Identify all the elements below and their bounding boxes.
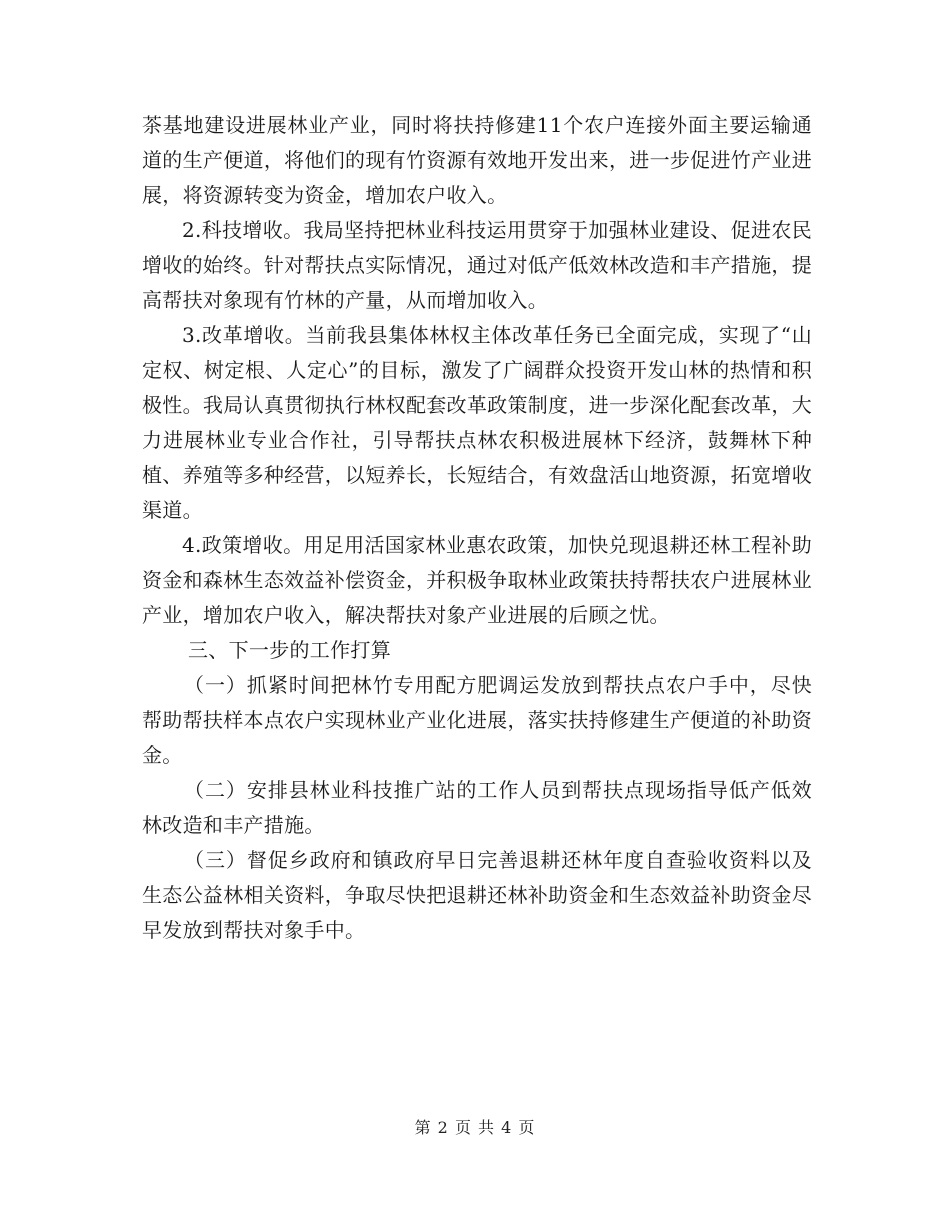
paragraph-next-step-3: （三）督促乡政府和镇政府早日完善退耕还林年度自查验收资料以及生态公益林相关资料，争取尽快把退耕还林补助资金和生态效益补助资金尽早发放到帮扶对象手中。 <box>142 848 812 942</box>
paragraph-policy-income: 4.政策增收。用足用活国家林业惠农政策，加快兑现退耕还林工程补助资金和森林生态效益补偿资金，并积极争取林业政策扶持帮扶农户进展林业产业，增加农户收入，解决帮扶对象产业进展的后顾之忧。 <box>142 533 812 627</box>
paragraph-next-step-2: （二）安排县林业科技推广站的工作人员到帮扶点现场指导低产低效林改造和丰产措施。 <box>142 778 812 837</box>
paragraph-tech-income: 2.科技增收。我局坚持把林业科技运用贯穿于加强林业建设、促进农民增收的始终。针对帮扶点实际情况，通过对低产低效林改造和丰产措施，提高帮扶对象现有竹林的产量，从而增加收入。 <box>142 218 812 312</box>
document-body <box>142 108 812 948</box>
paragraph-reform-income: 3.改革增收。当前我县集体林权主体改革任务已全面完成，实现了“山定权、树定根、人定心”的目标，激发了广阔群众投资开发山林的热情和积极性。我局认真贯彻执行林权配套改革政策制度，进一步深化配套改革，大力进展林业专业合作社，引导帮扶点林农积极进展林下经济，鼓舞林下种植、养殖等多种经营，以短养长，长短结合，有效盘活山地资源，拓宽增收渠道。 <box>142 323 812 522</box>
section-heading-next-steps: 三、下一步的工作打算 <box>188 638 391 662</box>
paragraph-next-step-1: （一）抓紧时间把林竹专用配方肥调运发放到帮扶点农户手中，尽快帮助帮扶样本点农户实现林业产业化进展，落实扶持修建生产便道的补助资金。 <box>142 673 812 767</box>
page-number-footer: 第 2 页 共 4 页 <box>414 1118 536 1137</box>
paragraph-continuation: 茶基地建设进展林业产业，同时将扶持修建11个农户连接外面主要运输通道的生产便道，将他们的现有竹资源有效地开发出来，进一步促进竹产业进展，将资源转变为资金，增加农户收入。 <box>142 113 812 207</box>
